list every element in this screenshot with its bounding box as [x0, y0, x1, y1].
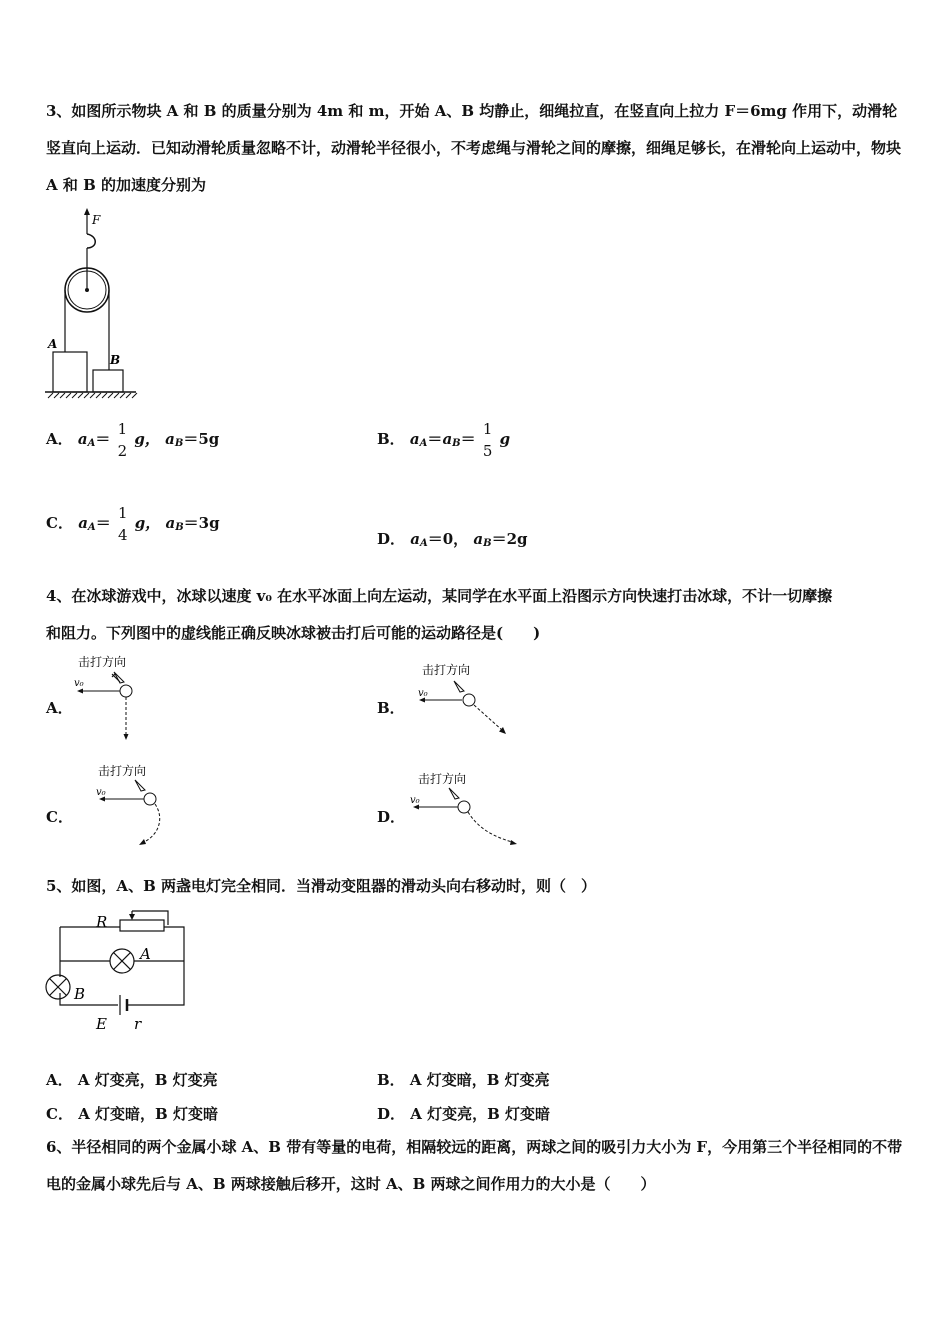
fraction: 1 5: [482, 420, 493, 460]
hit-direction-label: 击打方向: [98, 764, 147, 778]
lamp-b-label: B: [74, 985, 86, 1003]
equals: ＝: [460, 430, 476, 448]
equals: ＝: [95, 514, 111, 532]
option-letter: D．: [377, 1105, 406, 1123]
q4-option-b-figure: [410, 660, 520, 740]
q5-option-d[interactable]: [377, 1103, 550, 1124]
equals: ＝: [95, 430, 111, 448]
equals: ＝: [427, 430, 443, 448]
q3-option-c[interactable]: [46, 504, 220, 544]
option-text: A 灯变亮，B 灯变亮: [77, 1071, 218, 1089]
question-6-text: 6、半径相同的两个金属小球 A、B 带有等量的电荷，相隔较远的距离，两球之间的吸引力大小为 F，今用第三个半径相同的不带电的金属小球先后与 A、B 两球接触后移开，这时 A、B 两球之间作用力的大小是（ ）: [46, 1138, 903, 1193]
velocity-label: v₀: [74, 678, 84, 689]
option-letter: C．: [46, 1105, 73, 1123]
option-text: A 灯变暗，B 灯变亮: [409, 1071, 550, 1089]
q4-option-b-label[interactable]: B．: [377, 699, 405, 717]
question-4-line-1: 4、在冰球游戏中，冰球以速度 v₀ 在水平冰面上向左运动，某同学在水平面上沿图示方向快速打击冰球，不计一切摩擦: [46, 587, 833, 605]
symbol: a: [77, 430, 88, 448]
value: ＝3g: [183, 514, 220, 532]
question-5-text: 5、如图，A、B 两盏电灯完全相同．当滑动变阻器的滑动头向右移动时，则（ ）: [46, 877, 596, 895]
subscript: A: [87, 438, 96, 449]
hit-direction-label: 击打方向: [78, 655, 127, 669]
circuit-diagram: [40, 905, 200, 1035]
q4-option-c-figure: [92, 762, 182, 852]
subscript: A: [419, 538, 428, 549]
symbol: a: [165, 514, 176, 532]
option-letter: B．: [377, 1071, 405, 1089]
symbol: a: [78, 514, 88, 532]
subscript: B: [483, 538, 492, 549]
option-letter: D．: [377, 530, 406, 548]
velocity-label: v₀: [418, 688, 428, 699]
option-text: A 灯变暗，B 灯变暗: [78, 1105, 218, 1123]
block-a-label: A: [48, 337, 58, 351]
question-4-line-2: 和阻力。下列图中的虚线能正确反映冰球被击打后可能的运动路径是( ): [46, 624, 541, 642]
option-text: A 灯变亮，B 灯变暗: [410, 1105, 551, 1123]
resistor-label: R: [96, 913, 108, 931]
velocity-label: v₀: [96, 787, 106, 798]
q5-option-a[interactable]: [46, 1069, 218, 1090]
unit: g，: [134, 430, 160, 448]
subscript: A: [87, 522, 96, 533]
option-letter: C．: [46, 514, 73, 532]
subscript: B: [175, 522, 184, 533]
value: ＝2g: [491, 530, 528, 548]
lamp-a-label: A: [140, 945, 151, 963]
internal-resistance-label: r: [134, 1015, 142, 1033]
value: ＝0，: [427, 530, 469, 548]
q4-option-a-label[interactable]: A．: [46, 699, 73, 717]
pulley-figure: [40, 208, 150, 404]
q4-option-d-figure: [408, 770, 523, 850]
option-letter: A．: [46, 1071, 73, 1089]
subscript: A: [419, 438, 428, 449]
q4-option-a-figure: [72, 654, 162, 746]
q4-option-d-label[interactable]: D．: [377, 808, 406, 826]
q5-option-b[interactable]: [377, 1069, 550, 1090]
emf-label: E: [96, 1015, 107, 1033]
symbol: a: [165, 430, 175, 448]
q3-option-a[interactable]: [46, 420, 219, 460]
symbol: a: [409, 430, 420, 448]
hit-direction-label: 击打方向: [418, 772, 467, 786]
hit-direction-label: 击打方向: [422, 663, 471, 677]
option-letter: B．: [377, 430, 405, 448]
symbol: a: [473, 530, 484, 548]
symbol: a: [442, 430, 453, 448]
velocity-label: v₀: [410, 795, 420, 806]
q3-option-d[interactable]: [377, 528, 528, 549]
subscript: B: [174, 438, 184, 449]
fraction: 1 2: [117, 420, 128, 460]
option-letter: A．: [46, 430, 73, 448]
value: ＝5g: [183, 430, 220, 448]
q4-option-c-label[interactable]: C．: [46, 808, 73, 826]
q5-option-c[interactable]: [46, 1103, 218, 1124]
symbol: a: [410, 530, 420, 548]
question-3-text: 3、如图所示物块 A 和 B 的质量分别为 4m 和 m，开始 A、B 均静止，细绳拉直，在竖直向上拉力 F＝6mg 作用下，动滑轮竖直向上运动．已知动滑轮质量忽略不计，动滑轮半径很小，不考虑绳与滑轮之间的摩擦，细绳足够长，在滑轮向上运动中，物块 A 和 B 的加速度分别为: [46, 102, 902, 194]
q3-option-b[interactable]: [377, 420, 510, 460]
block-b-label: B: [110, 353, 121, 367]
unit: g，: [134, 514, 161, 532]
unit: g: [499, 430, 511, 448]
fraction: 1 4: [117, 504, 128, 544]
subscript: B: [452, 438, 461, 449]
force-label: F: [92, 213, 101, 227]
question-4-text: [46, 578, 906, 652]
